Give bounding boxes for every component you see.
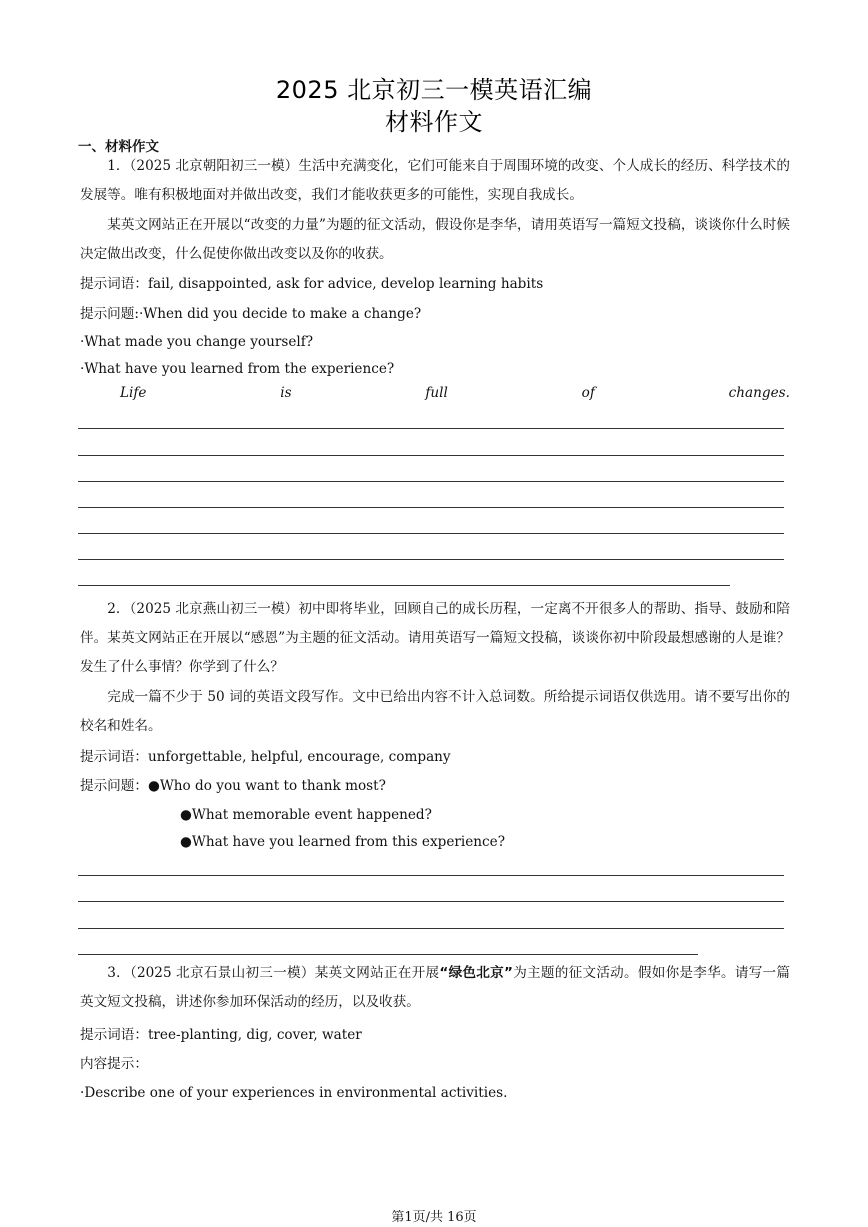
- section-heading: 一、材料作文: [78, 139, 159, 155]
- q1-hint-question-1: 提示问题:·When did you decide to make a change?: [80, 306, 422, 322]
- q1-paragraph-1: 1．（2025 北京朝阳初三一模）生活中充满变化，它们可能来自于周围环境的改变、个人成长的经历、科学技术的发展等。唯有积极地面对并做出改变，我们才能收获更多的可能性，实现自我成长。: [80, 158, 790, 203]
- starter-word: full: [425, 385, 448, 401]
- q3-topic-bold: “绿色北京”: [439, 965, 513, 981]
- page-footer: 第1页/共 16页: [391, 1210, 477, 1225]
- q1-hint-words: 提示词语：fail, disappointed, ask for advice, develop learning habits: [80, 276, 544, 292]
- q2-hint-question-3: ●What have you learned from this experience?: [180, 834, 505, 850]
- starter-word: is: [280, 385, 292, 401]
- answer-line[interactable]: [78, 928, 784, 929]
- answer-line[interactable]: [78, 585, 730, 586]
- answer-line[interactable]: [78, 954, 698, 955]
- starter-word: Life: [120, 385, 147, 401]
- document-subtitle: 材料作文: [385, 108, 483, 136]
- q3-hint-words: 提示词语：tree-planting, dig, cover, water: [80, 1027, 362, 1043]
- document-title: 2025 北京初三一模英语汇编: [275, 76, 593, 104]
- q2-hint-words: 提示词语：unforgettable, helpful, encourage, company: [80, 749, 451, 765]
- q1-hint-question-3: ·What have you learned from the experience?: [80, 361, 395, 377]
- answer-line[interactable]: [78, 559, 784, 560]
- q2-paragraph-1: 2．（2025 北京燕山初三一模）初中即将毕业，回顾自己的成长历程，一定离不开很多人的帮助、指导、鼓励和陪伴。某英文网站正在开展以“感恩”为主题的征文活动。请用英语写一篇短文投稿，谈谈你初中阶段最想感谢的人是谁？发生了什么事情？你学到了什么？: [80, 601, 790, 675]
- q3-text-pre: 3．（2025 北京石景山初三一模）某英文网站正在开展: [107, 965, 440, 981]
- q2-hint-question-2: ●What memorable event happened?: [180, 807, 432, 823]
- q2-hint-question-1: 提示问题：●Who do you want to thank most?: [80, 778, 386, 794]
- q3-text-post: 为主题的征文活动。假如你是李华。请写一篇英文短文投稿，讲述你参加环保活动的经历，以及收获。: [80, 965, 791, 1010]
- q2-paragraph-2: 完成一篇不少于 50 词的英语文段写作。文中已给出内容不计入总词数。所给提示词语仅供选用。请不要写出你的校名和姓名。: [80, 689, 790, 734]
- q1-starter-sentence: [120, 385, 790, 401]
- answer-line[interactable]: [78, 875, 784, 876]
- q3-content-hint-1: ·Describe one of your experiences in environmental activities.: [80, 1085, 508, 1101]
- answer-line[interactable]: [78, 481, 784, 482]
- answer-line[interactable]: [78, 901, 784, 902]
- starter-word: changes.: [728, 385, 790, 401]
- answer-line[interactable]: [78, 428, 784, 429]
- q3-content-hint-label: 内容提示：: [80, 1056, 148, 1072]
- answer-line[interactable]: [78, 507, 784, 508]
- q1-hint-question-2: ·What made you change yourself?: [80, 334, 314, 350]
- answer-line[interactable]: [78, 533, 784, 534]
- starter-word: of: [581, 385, 595, 401]
- q1-paragraph-2: 某英文网站正在开展以“改变的力量”为题的征文活动，假设你是李华，请用英语写一篇短文投稿，谈谈你什么时候决定做出改变，什么促使你做出改变以及你的收获。: [80, 217, 790, 262]
- answer-line[interactable]: [78, 455, 784, 456]
- q3-paragraph-1: [80, 959, 790, 1017]
